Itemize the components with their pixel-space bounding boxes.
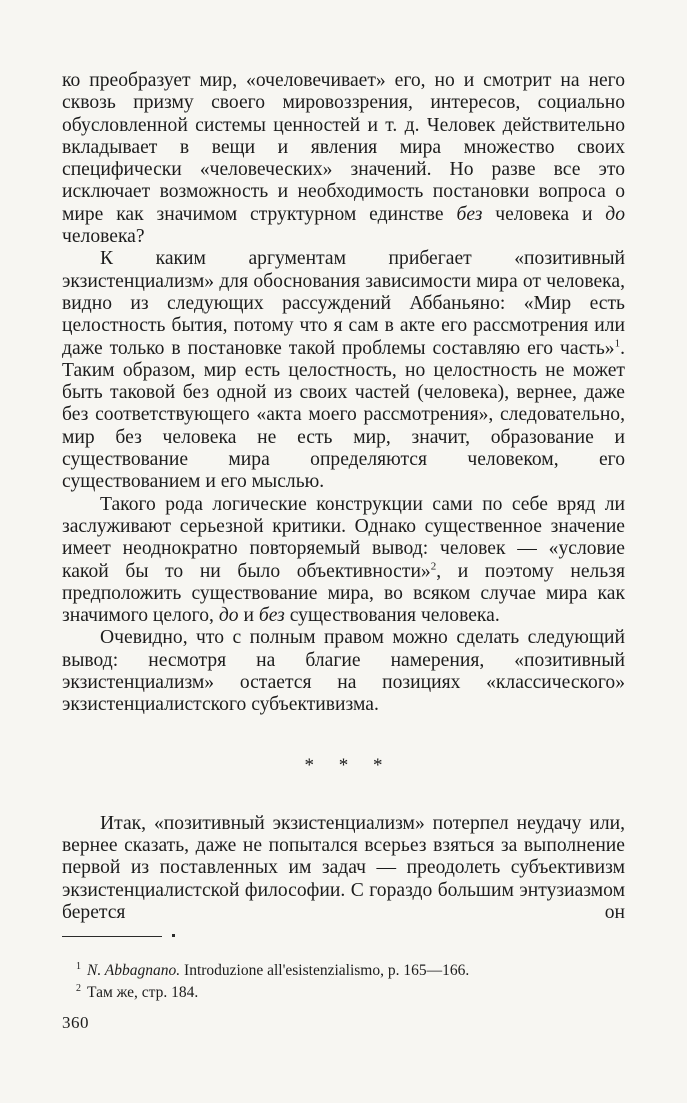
- page-number: 360: [62, 1013, 89, 1032]
- paragraph-5: Итак, «позитивный экзистенциализм» потерпел неудачу или, вернее сказать, даже не попытался всерьез взяться за выполнение первой из поставленных им задач — преодолеть субъективизм экзистенциалистской философии. С гораздо большим энтузиазмом берется он: [62, 812, 625, 923]
- page-body: [62, 70, 625, 924]
- emphasis-do-2: до: [218, 605, 239, 627]
- section-separator: * * *: [304, 754, 393, 776]
- emphasis-do: до: [605, 203, 626, 225]
- footnotes: [62, 958, 625, 1002]
- footnote-ref-1: 1: [614, 337, 621, 350]
- footnote-rule: [62, 936, 162, 937]
- paragraph-3: Такого рода логические конструкции сами по себе вряд ли заслуживают серьезной критики. Однако существенное значение имеет неоднократно повторяемый вывод: человек — «условие какой бы то ни было объективности»$^2$, и поэтому нельзя предположить существование мира, во всяком случае мира как значимого целого, до и без существования человека.: [62, 493, 625, 627]
- footnote-1: $^1$ N. Abbagnano. Introduzione all'esistenzialismo, p. 165—166.: [76, 961, 470, 980]
- footnote-2: $^2$ Там же, стр. 184.: [76, 983, 199, 1002]
- emphasis-bez-2: без: [258, 605, 285, 627]
- footnote-rule-dot: [172, 934, 175, 937]
- emphasis-bez: без: [456, 203, 483, 225]
- footnote-ref-2: 2: [430, 560, 437, 572]
- paragraph-2: К каким аргументам прибегает «позитивный экзистенциализм» для обоснования зависимости мира от человека, видно из следующих рассуждений Аббаньяно: «Мир есть целостность бытия, потому что я сам в акте его рассмотрения или даже только в постановке такой проблемы составляю его часть»$^1$. Таким образом, мир есть целостность, но целостность не может быть таковой без одной из своих частей (человека), вернее, даже без соответствующего «акта моего рассмотрения», следовательно, мир без человека не есть мир, значит, образование и существование мира определяются человеком, его существованием и его мыслью.: [62, 248, 625, 493]
- paragraph-1: ко преобразует мир, «очеловечивает» его, но и смотрит на него сквозь призму своего мировоззрения, интересов, социально обусловленной системы ценностей и т. д. Человек действительно вкладывает в вещи и явления мира множество своих специфически «человеческих» значений. Но разве все это исключает возможность и необходимость постановки вопроса о мире как значимом структурном единстве без человека и до человека?: [62, 70, 626, 248]
- paragraph-4: Очевидно, что с полным правом можно сделать следующий вывод: несмотря на благие намерения, «позитивный экзистенциализм» остается на позициях «классического» экзистенциалистского субъективизма.: [62, 627, 625, 716]
